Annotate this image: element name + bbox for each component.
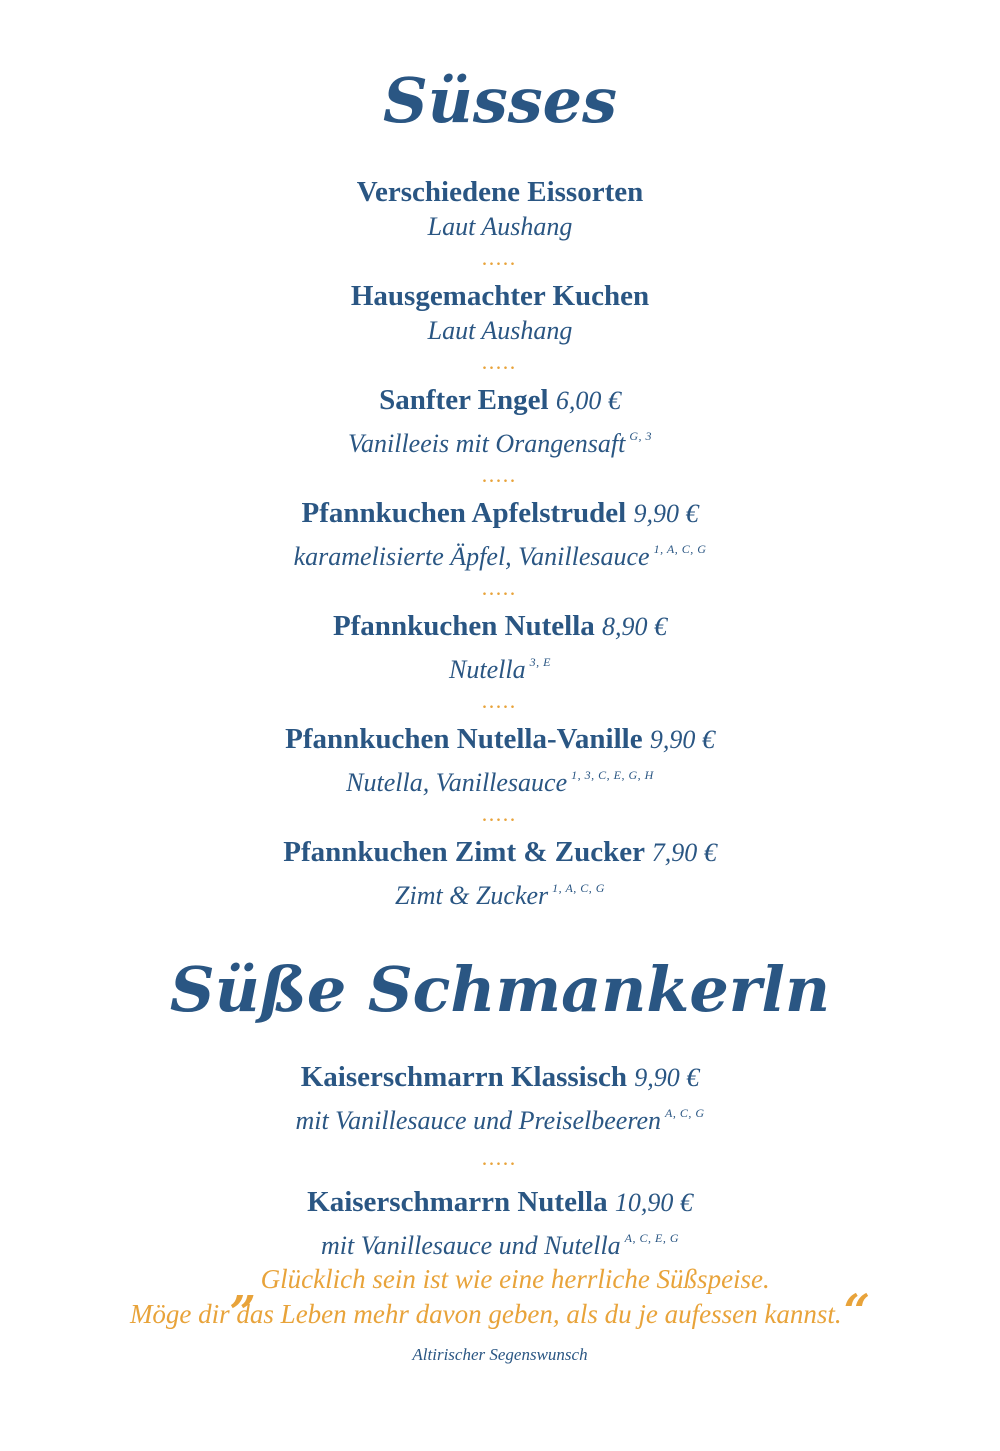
item-description: Vanilleeis mit Orangensaft [348,429,626,458]
item-description: Nutella, Vanillesauce [346,768,568,797]
menu-item [0,834,1000,913]
separator-dots: ..... [482,582,518,599]
item-description-line [0,758,1000,800]
item-price: 6,00 € [555,386,621,415]
quote-open-mark: „ [230,1259,257,1313]
separator-dots: ..... [482,469,518,486]
item-name: Pfannkuchen Nutella-Vanille [285,723,643,755]
separator-dots: ..... [482,808,518,825]
item-description-line [0,532,1000,574]
separator-dots: ..... [482,356,518,373]
item-price: 8,90 € [602,612,668,641]
item-name-line [0,278,1000,314]
quote-source: Altirischer Segenswunsch [412,1345,588,1364]
item-description: mit Vanillesauce und Preiselbeeren [295,1106,662,1135]
item-allergens: A, C, E, G [624,1231,680,1245]
item-name-line [0,1184,1000,1221]
item-price: 9,90 € [633,499,699,528]
item-description-line [0,1221,1000,1263]
menu-item [0,721,1000,800]
item-description: Laut Aushang [427,316,573,345]
menu-item [0,1059,1000,1138]
section-title-suesses: Süsses [382,64,617,137]
item-allergens: 1, 3, C, E, G, H [571,768,654,782]
menu-item [0,174,1000,244]
item-allergens: 3, E [529,655,551,669]
item-description: Laut Aushang [427,212,573,241]
item-name-line [0,721,1000,758]
quote-text-1: Glücklich sein ist wie eine herrliche Süßspeise. [260,1264,770,1294]
quote-line-2 [0,1284,1000,1338]
separator-dots: ..... [482,695,518,712]
menu-items-schmankerln [0,1059,1000,1263]
item-name: Pfannkuchen Apfelstrudel [301,497,627,529]
item-price: 10,90 € [614,1188,693,1217]
item-description-line [0,1096,1000,1138]
menu-item [0,278,1000,348]
item-allergens: 1, A, C, G [653,542,707,556]
item-price: 9,90 € [634,1063,700,1092]
item-allergens: A, C, G [665,1106,705,1120]
menu-items-suesses [0,174,1000,913]
item-name-line [0,608,1000,645]
separator-dots: ..... [482,252,518,269]
item-name: Verschiedene Eissorten [356,176,644,208]
section-title-suesse-schmankerln: Süße Schmankerln [169,953,831,1026]
item-description: Zimt & Zucker [395,881,549,910]
menu-item [0,495,1000,574]
menu-item [0,382,1000,461]
item-allergens: G, 3 [629,429,652,443]
item-allergens: 1, A, C, G [552,881,605,895]
item-name: Pfannkuchen Nutella [332,610,595,642]
item-price: 7,90 € [651,838,717,867]
menu-item [0,1184,1000,1263]
item-name: Pfannkuchen Zimt & Zucker [283,836,645,868]
item-description-line [0,645,1000,687]
separator-dots: ..... [482,1152,518,1169]
item-name: Sanfter Engel [379,384,549,416]
item-description: karamelisierte Äpfel, Vanillesauce [293,542,650,571]
quote-close-mark: “ [843,1284,871,1338]
quote-text-2: Möge dir das Leben mehr davon geben, als du je aufessen kannst. [129,1299,842,1329]
item-description-line [0,419,1000,461]
item-description: mit Vanillesauce und Nutella [320,1231,621,1260]
item-name: Kaiserschmarrn Nutella [307,1186,608,1218]
menu-item [0,608,1000,687]
item-name: Kaiserschmarrn Klassisch [300,1061,627,1093]
item-description: Nutella [449,655,526,684]
quote-block [0,1259,1000,1366]
item-name-line [0,174,1000,210]
item-price: 9,90 € [649,725,715,754]
item-name-line [0,382,1000,419]
item-name-line [0,495,1000,532]
item-description-line [0,871,1000,913]
item-name-line [0,1059,1000,1096]
item-name: Hausgemachter Kuchen [350,280,650,312]
item-name-line [0,834,1000,871]
